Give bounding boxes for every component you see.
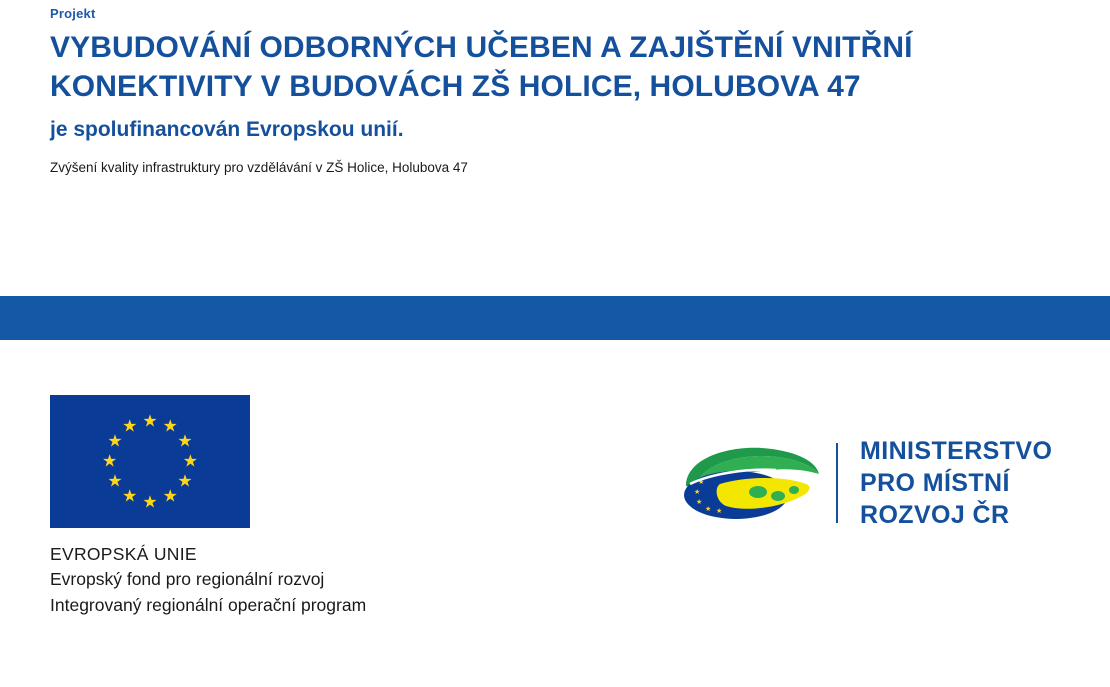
- mmr-text-line2: PRO MÍSTNÍ: [860, 469, 1010, 497]
- svg-text:★: ★: [696, 498, 703, 506]
- blue-divider-band: [0, 296, 1110, 340]
- mmr-text-line1: MINISTERSTVO: [860, 437, 1053, 465]
- svg-text:★: ★: [716, 507, 723, 515]
- project-description: Zvýšení kvality infrastruktury pro vzdělávání v ZŠ Holice, Holubova 47: [50, 160, 468, 176]
- mmr-logo-icon: [676, 440, 824, 526]
- eu-caption-line1: EVROPSKÁ UNIE: [50, 544, 197, 564]
- eu-caption-line2: Evropský fond pro regionální rozvoj: [50, 569, 325, 590]
- logo-strip: [0, 340, 1110, 687]
- svg-text:★: ★: [705, 505, 712, 513]
- mmr-text-line3: ROZVOJ ČR: [860, 501, 1010, 529]
- svg-text:★: ★: [694, 488, 701, 496]
- eu-caption: [50, 542, 520, 618]
- mmr-logo-block: [676, 435, 1052, 531]
- header-block: [0, 0, 1110, 175]
- page-title: VYBUDOVÁNÍ ODBORNÝCH UČEBEN A ZAJIŠTĚNÍ VNITŘNÍ KONEKTIVITY V BUDOVÁCH ZŠ HOLICE, HOLUBOVA 47: [50, 31, 913, 103]
- eu-flag-icon: ★ ★ ★ ★ ★ ★ ★ ★ ★ ★ ★ ★: [50, 395, 250, 528]
- eu-caption-line3: Integrovaný regionální operační program: [50, 594, 367, 615]
- kicker-label: Projekt: [50, 6, 96, 21]
- mmr-logo-divider: [836, 443, 838, 523]
- funding-subtitle: je spolufinancován Evropskou unií.: [50, 118, 404, 142]
- svg-text:★: ★: [698, 478, 705, 486]
- eu-logo-block: [50, 395, 520, 618]
- mmr-logo-text: [860, 435, 1052, 531]
